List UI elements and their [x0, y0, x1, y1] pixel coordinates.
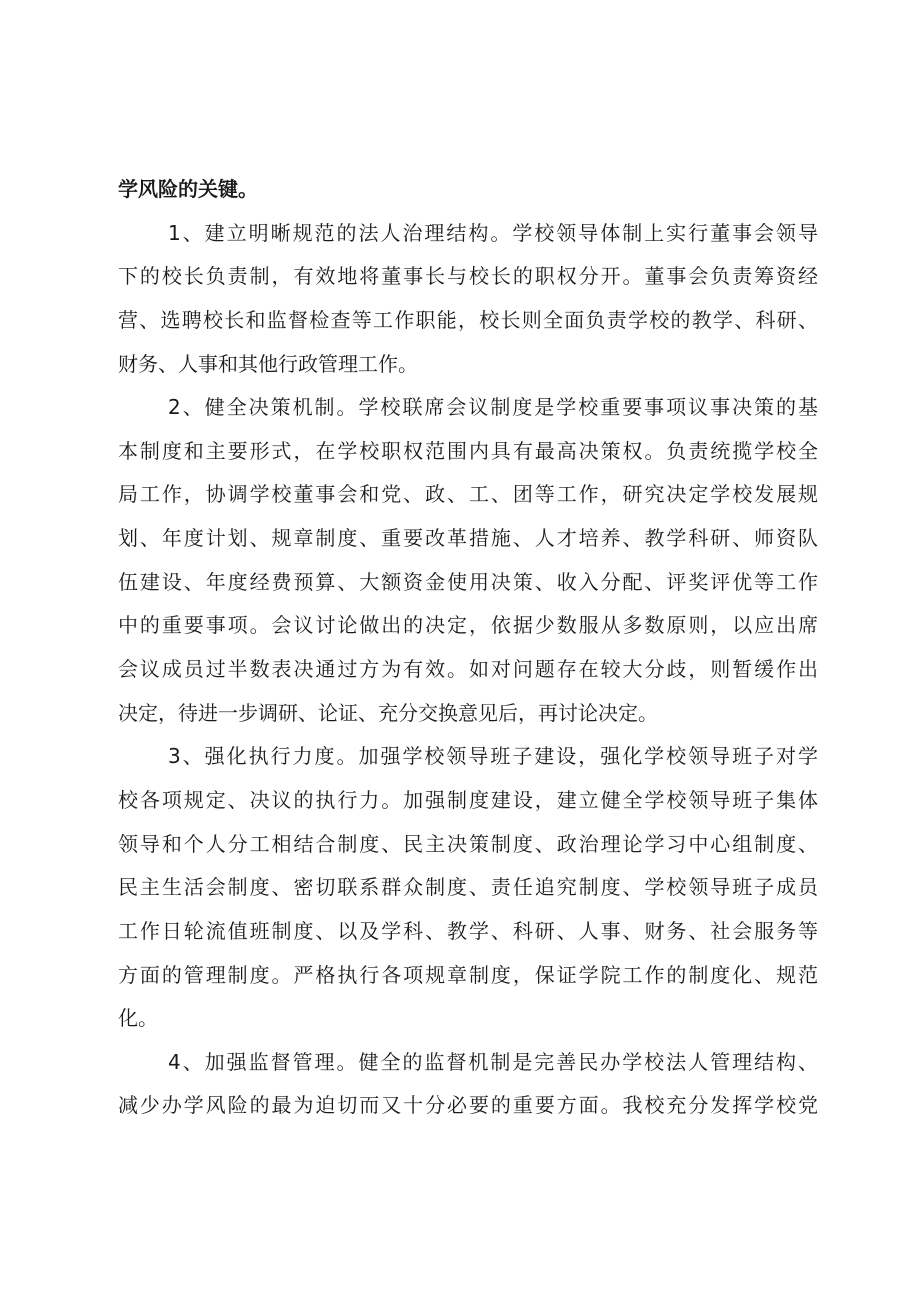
text-line: 1、建立明晰规范的法人治理结构。学校领导体制上实行董事会领导: [168, 220, 818, 245]
text-line: 领导和个人分工相结合制度、民主决策制度、政治理论学习中心组制度、: [118, 831, 818, 856]
text-line: 民主生活会制度、密切联系群众制度、责任追究制度、学校领导班子成员: [118, 875, 818, 900]
text-line: 会议成员过半数表决通过方为有效。如对问题存在较大分歧，则暂缓作出: [118, 657, 818, 682]
text-line: 下的校长负责制，有效地将董事长与校长的职权分开。董事会负责筹资经: [118, 264, 818, 289]
text-line: 方面的管理制度。严格执行各项规章制度，保证学院工作的制度化、规范: [118, 962, 818, 987]
text-line: 3、强化执行力度。加强学校领导班子建设，强化学校领导班子对学: [168, 744, 818, 769]
text-line: 化。: [118, 1006, 158, 1031]
text-line: 伍建设、年度经费预算、大额资金使用决策、收入分配、评奖评优等工作: [118, 569, 818, 594]
text-line: 减少办学风险的最为迫切而又十分必要的重要方面。我校充分发挥学校党: [118, 1093, 818, 1118]
text-line: 学风险的关键。: [118, 177, 258, 201]
text-line: 营、选聘校长和监督检查等工作职能，校长则全面负责学校的教学、科研、: [118, 307, 818, 332]
text-line: 校各项规定、决议的执行力。加强制度建设，建立健全学校领导班子集体: [118, 787, 818, 812]
text-line: 局工作，协调学校董事会和党、政、工、团等工作，研究决定学校发展规: [118, 482, 818, 507]
document-body: [118, 168, 818, 1128]
text-line: 划、年度计划、规章制度、重要改革措施、人才培养、教学科研、师资队: [118, 526, 818, 551]
text-line: 决定，待进一步调研、论证、充分交换意见后，再讨论决定。: [118, 700, 658, 725]
text-line: 2、健全决策机制。学校联席会议制度是学校重要事项议事决策的基: [168, 395, 818, 420]
text-line: 工作日轮流值班制度、以及学科、教学、科研、人事、财务、社会服务等: [118, 918, 818, 943]
text-line: 4、加强监督管理。健全的监督机制是完善民办学校法人管理结构、: [168, 1049, 818, 1074]
text-line: 中的重要事项。会议讨论做出的决定，依据少数服从多数原则，以应出席: [118, 613, 818, 638]
text-line: 本制度和主要形式，在学校职权范围内具有最高决策权。负责统揽学校全: [118, 438, 818, 463]
text-line: 财务、人事和其他行政管理工作。: [118, 351, 418, 376]
